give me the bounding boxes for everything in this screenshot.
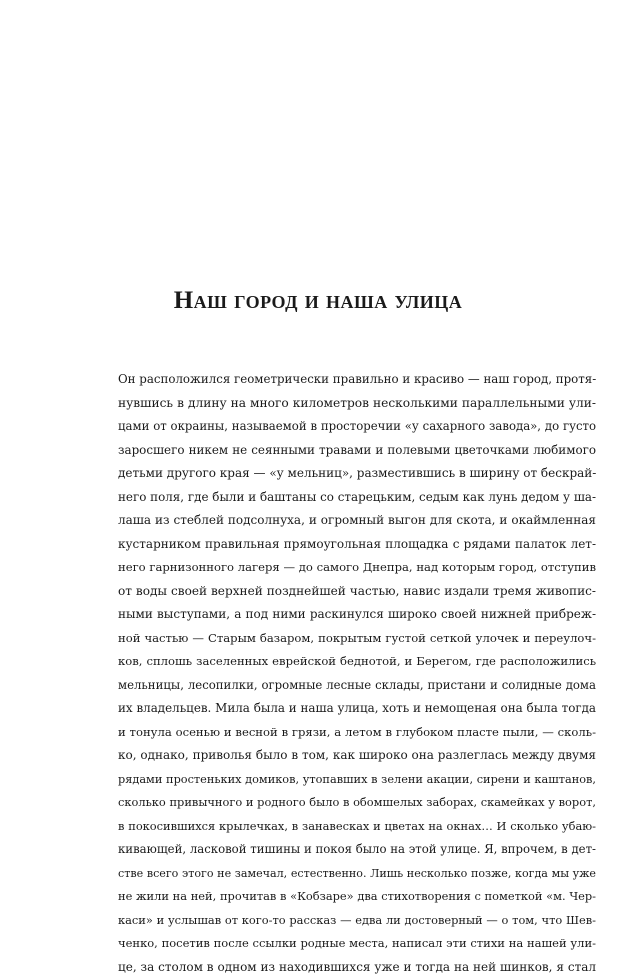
text-line: детьми другого края — «у мельниц», разместившись в ширину от бескрай- xyxy=(118,466,596,481)
text-line: кивающей, ласковой тишины и покоя было на этой улице. Я, впрочем, в дет- xyxy=(118,842,596,857)
text-line: Он расположился геометрически правильно и красиво — наш город, протя- xyxy=(118,372,596,386)
text-line: ченко, посетив после ссылки родные места, написал эти стихи на нашей ули- xyxy=(118,936,596,951)
text-line: него гарнизонного лагеря — до самого Днепра, над которым город, отступив xyxy=(118,560,596,575)
text-line: лаша из стеблей подсолнуха, и огромный выгон для скота, и окаймленная xyxy=(118,513,596,528)
text-line: нувшись в длину на много километров несколькими параллельными ули- xyxy=(118,395,596,410)
text-line: мельницы, лесопилки, огромные лесные склады, пристани и солидные дома xyxy=(118,677,596,692)
text-line: це, за столом в одном из находившихся уже и тогда на ней шинков, я стал xyxy=(118,959,596,974)
text-line: стве всего этого не замечал, естественно. Лишь несколько позже, когда мы уже xyxy=(118,866,596,880)
text-line: ко, однако, приволья было в том, как широко она разлеглась между двумя xyxy=(118,748,596,763)
text-line: не жили на ней, прочитав в «Кобзаре» два стихотворения с пометкой «м. Чер- xyxy=(118,889,596,904)
text-line: от воды своей верхней позднейшей частью, навис издали тремя живопис- xyxy=(118,583,596,598)
text-line: ной частью — Старым базаром, покрытым густой сеткой улочек и переулоч- xyxy=(118,630,596,645)
text-line: заросшего никем не сеянными травами и полевыми цветочками любимого xyxy=(118,442,596,457)
text-line: сколько привычного и родного было в обомшелых заборах, скамейках у ворот, xyxy=(118,795,596,810)
chapter-title: Наш город и наша улица xyxy=(173,287,463,314)
text-line: ными выступами, а под ними раскинулся широко своей нижней прибреж- xyxy=(118,607,596,622)
text-line: их владельцев. Мила была и наша улица, хоть и немощеная она была тогда xyxy=(118,701,596,716)
text-line: цами от окраины, называемой в просторечии «у сахарного завода», до густо xyxy=(118,419,596,434)
text-line: и тонула осенью и весной в грязи, а летом в глубоком пласте пыли, — сколь- xyxy=(118,724,596,739)
text-line: рядами простеньких домиков, утопавших в зелени акации, сирени и каштанов, xyxy=(118,772,596,786)
text-line: в покосившихся крылечках, в занавесках и цветах на окнах… И сколько убаю- xyxy=(118,818,596,833)
chapter-body-text xyxy=(118,368,596,979)
text-line: кустарником правильная прямоугольная площадка с рядами палаток лет- xyxy=(118,536,596,551)
text-line: него поля, где были и баштаны со старецьким, седым как лунь дедом у ша- xyxy=(118,489,596,504)
text-line: каси» и услышав от кого-то рассказ — едва ли достоверный — о том, что Шев- xyxy=(118,912,596,927)
text-line: ков, сплошь заселенных еврейской беднотой, и Берегом, где расположились xyxy=(118,654,596,669)
